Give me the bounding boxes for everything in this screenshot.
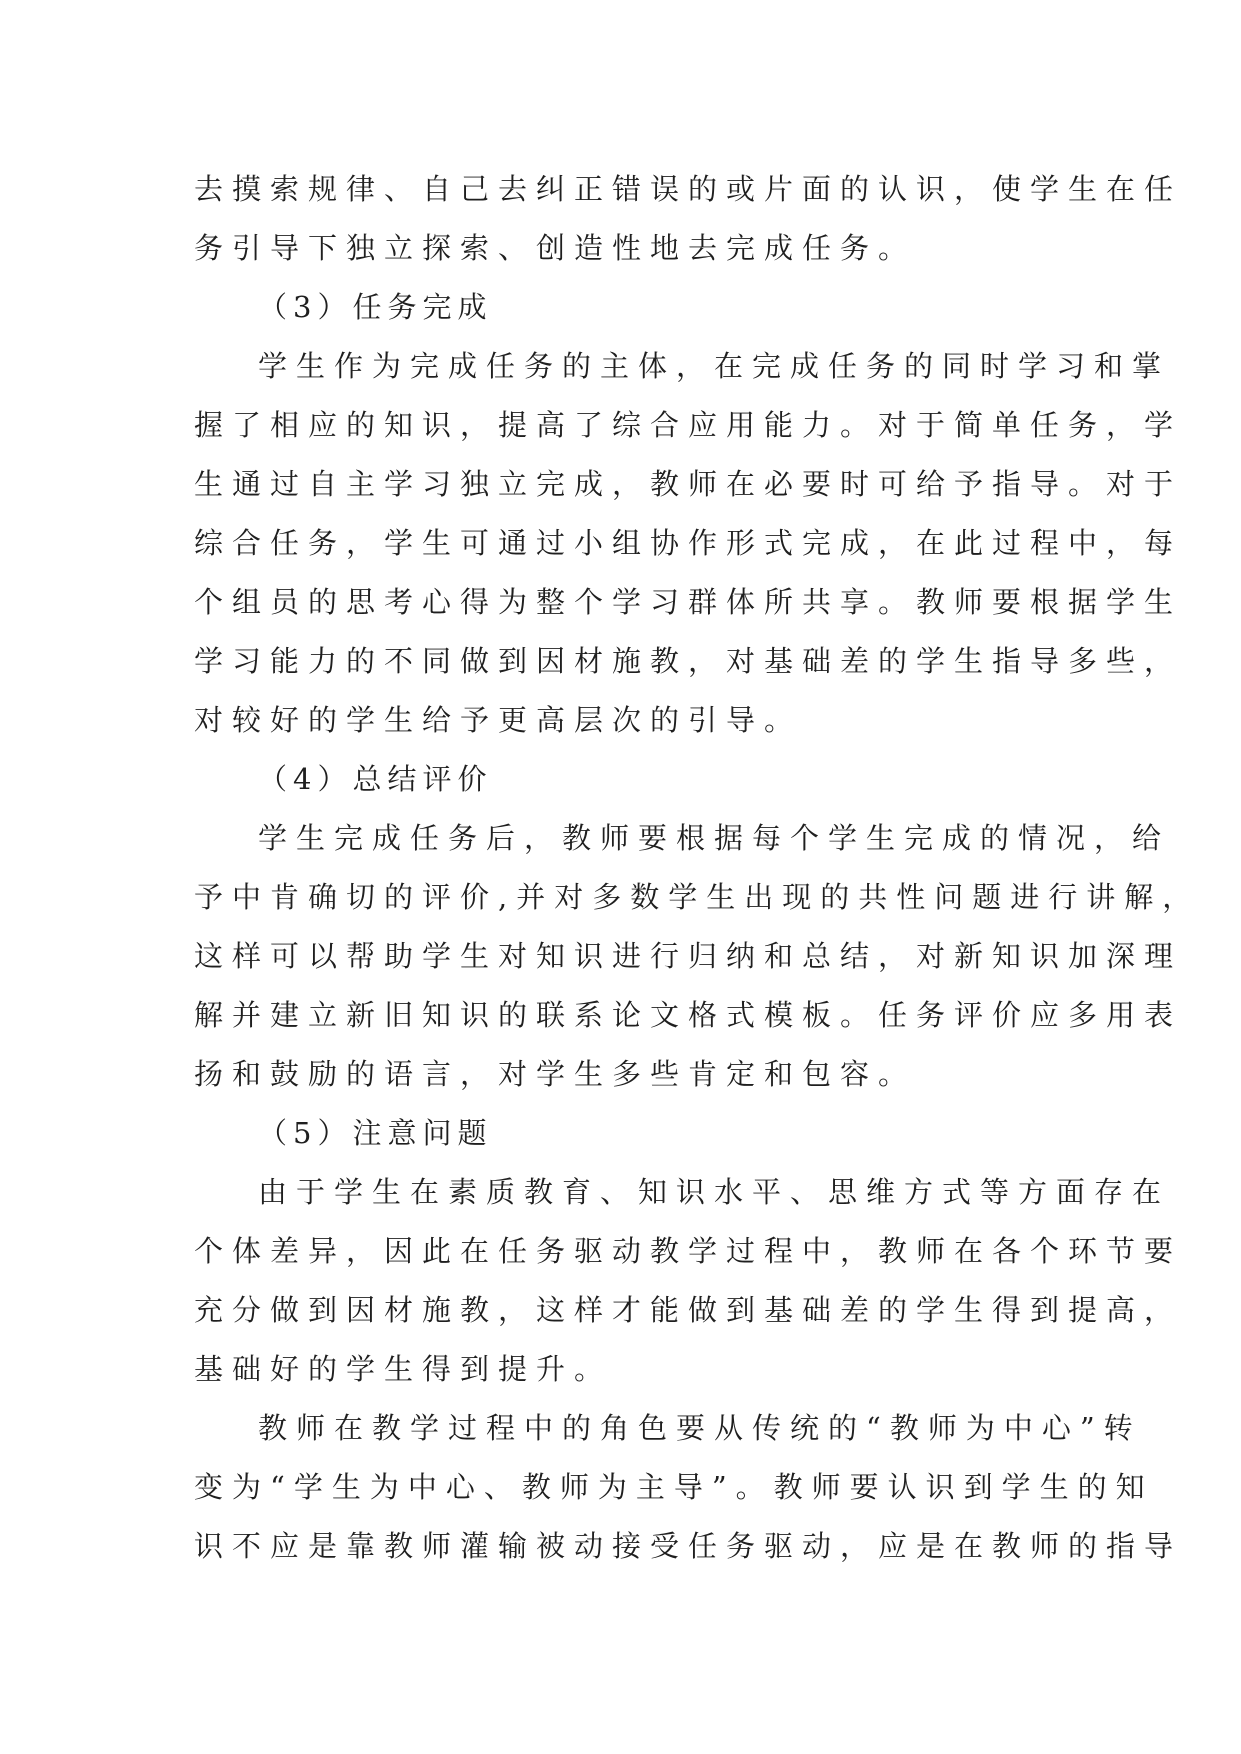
text-line-22: 教师在教学过程中的角色要从传统的“教师为中心”转: [258, 1411, 1142, 1445]
text-line-23: 变为“学生为中心、教师为主导”。教师要认识到学生的知: [194, 1470, 1154, 1504]
text-line-12: 学生完成任务后，教师要根据每个学生完成的情况，给: [258, 821, 1171, 855]
text-line-14: 这样可以帮助学生对知识进行归纳和总结，对新知识加深理: [194, 939, 1183, 973]
text-line-19: 个体差异，因此在任务驱动教学过程中，教师在各个环节要: [194, 1234, 1183, 1268]
text-line-24: 识不应是靠教师灌输被动接受任务驱动，应是在教师的指导: [194, 1529, 1183, 1563]
document-body: [194, 160, 1201, 1576]
text-line-4: 学生作为完成任务的主体，在完成任务的同时学习和掌: [258, 349, 1171, 383]
text-line-5: 握了相应的知识，提高了综合应用能力。对于简单任务，学: [194, 408, 1183, 442]
text-line-6: 生通过自主学习独立完成，教师在必要时可给予指导。对于: [194, 467, 1183, 501]
text-line-16: 扬和鼓励的语言，对学生多些肯定和包容。: [194, 1057, 917, 1091]
section-heading-4: （4）总结评价: [258, 762, 493, 796]
text-line-15: 解并建立新旧知识的联系论文格式模板。任务评价应多用表: [194, 998, 1183, 1032]
text-line-2: 务引导下独立探索、创造性地去完成任务。: [194, 231, 917, 265]
text-line-21: 基础好的学生得到提升。: [194, 1352, 613, 1386]
text-line-13: 予中肯确切的评价,并对多数学生出现的共性问题进行讲解，: [194, 880, 1201, 914]
text-line-20: 充分做到因材施教，这样才能做到基础差的学生得到提高，: [194, 1293, 1183, 1327]
text-line-7: 综合任务，学生可通过小组协作形式完成，在此过程中，每: [194, 526, 1183, 560]
text-line-1: 去摸索规律、自己去纠正错误的或片面的认识，使学生在任: [194, 172, 1183, 206]
text-line-10: 对较好的学生给予更高层次的引导。: [194, 703, 803, 737]
text-line-18: 由于学生在素质教育、知识水平、思维方式等方面存在: [258, 1175, 1171, 1209]
text-line-8: 个组员的思考心得为整个学习群体所共享。教师要根据学生: [194, 585, 1183, 619]
section-heading-3: （3）任务完成: [258, 290, 493, 324]
section-heading-5: （5）注意问题: [258, 1116, 493, 1150]
text-line-9: 学习能力的不同做到因材施教，对基础差的学生指导多些，: [194, 644, 1183, 678]
